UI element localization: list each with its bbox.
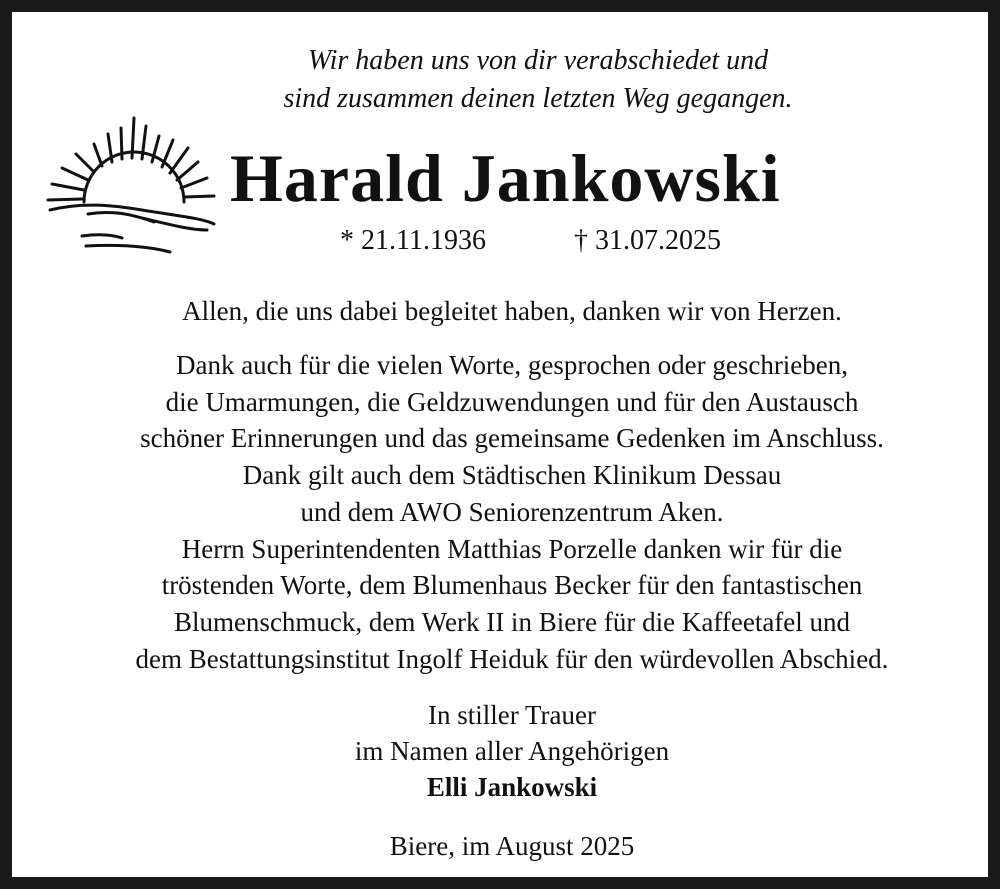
sunrise-icon — [42, 110, 220, 258]
signer-name: Elli Jankowski — [426, 772, 598, 802]
place-date: Biere, im August 2025 — [389, 831, 635, 861]
body-line: die Umarmungen, die Geldzuwendungen und für den Austausch — [165, 386, 859, 417]
body-line: Blumenschmuck, dem Werk II in Biere für die Kaffeetafel und — [173, 606, 851, 637]
body-line: schöner Erinnerungen und das gemeinsame Gedenken im Anschluss. — [140, 423, 884, 454]
motto-line-2: sind zusammen deinen letzten Weg gegangen. — [283, 83, 793, 114]
body-line: Herrn Superintendenten Matthias Porzelle danken wir für die — [181, 533, 843, 564]
body-line: Dank gilt auch dem Städtischen Klinikum Dessau — [242, 460, 782, 491]
thanks-intro: Allen, die uns dabei begleitet haben, danken wir von Herzen. — [182, 296, 842, 326]
closing-line-2: im Namen aller Angehörigen — [354, 736, 670, 766]
body-line: Dank auch für die vielen Worte, gesprochen oder geschrieben, — [175, 350, 849, 380]
closing-line-1: In stiller Trauer — [428, 700, 596, 730]
death-date: † 31.07.2025 — [574, 225, 721, 256]
motto-line-1: Wir haben uns von dir verabschiedet und — [307, 45, 769, 76]
body-line: tröstenden Worte, dem Blumenhaus Becker für den fantastischen — [161, 570, 863, 601]
body-line: und dem AWO Seniorenzentrum Aken. — [300, 496, 724, 527]
deceased-name: Harald Jankowski — [230, 140, 781, 216]
motto — [12, 42, 1000, 118]
birth-date: * 21.11.1936 — [340, 225, 486, 256]
thanks-body — [12, 347, 1000, 677]
body-line: dem Bestattungsinstitut Ingolf Heiduk für den würdevollen Abschied. — [135, 643, 889, 674]
closing — [12, 697, 1000, 805]
